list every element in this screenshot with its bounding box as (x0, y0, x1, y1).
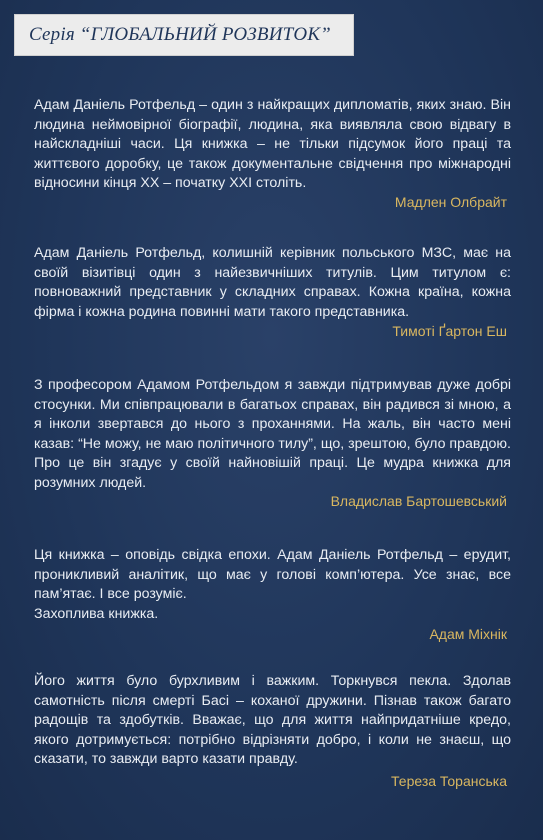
quote-author-michnik: Адам Міхнік (429, 626, 507, 642)
quote-albright (34, 96, 511, 194)
quote-text-line: Ця книжка – оповідь свідка епохи. Адам Даніель Ротфельд – ерудит, проникливий аналітик, що має у голові комп’ютера. Усе знає, все пам’ятає. І все розуміє. (34, 547, 511, 603)
quote-text: Його життя було бурхливим і важким. Торкнувся пекла. Здолав самотність після смерті Басі – коханої дружини. Пізнав також багато радощів та здобутків. Вважає, що для життя найпридатніше кредо, якого дотримується: потрібно відрізняти добро, і коли не знаєш, що сказати, то завжди варто казати правду. (34, 673, 511, 768)
quote-author-bartoszewski: Владислав Бартошевський (330, 493, 507, 509)
quote-garton-ash (34, 244, 511, 322)
quote-toranska (34, 672, 511, 770)
quote-bartoszewski (34, 376, 511, 494)
quote-michnik (34, 546, 511, 624)
quote-text: З професором Адамом Ротфельдом я завжди підтримував дуже добрі стосунки. Ми співпрацювали в багатьох справах, він радився зі мною, а я інколи звертався до нього з проханнями. На жаль, він часто мені казав: “Не можу, не маю політичного тилу”, що, зрештою, було правдою. Про це він згадує у своїй найновішій праці. Це мудра книжка для розумних людей. (34, 377, 511, 491)
quote-author-albright: Мадлен Олбрайт (394, 194, 507, 210)
quote-text: Адам Даніель Ротфельд – один з найкращих дипломатів, яких знаю. Він людина неймовірної біографії, людина, яка виявляла свою відвагу в найскладніші часи. Ця книжка – не тільки підсумок його праці та життєвого доробку, це також документальне свідчення про міжнародні відносини кінця ХХ – початку ХХІ століть. (34, 97, 511, 192)
quote-text-line: Захоплива книжка. (34, 605, 159, 622)
quote-author-garton-ash: Тимоті Ґартон Еш (392, 323, 507, 339)
series-title: Серія “ГЛОБАЛЬНИЙ РОЗВИТОК” (29, 24, 331, 45)
series-banner (14, 14, 354, 56)
quote-text: Адам Даніель Ротфельд, колишній керівник польського МЗС, має на своїй візитівці один з найезвичніших титулів. Цим титулом є: повноважний представник у складних справах. Кожна країна, кожна фірма і кожна родина повинні мати такого представника. (34, 245, 511, 320)
quote-author-toranska: Тереза Торанська (391, 773, 507, 789)
